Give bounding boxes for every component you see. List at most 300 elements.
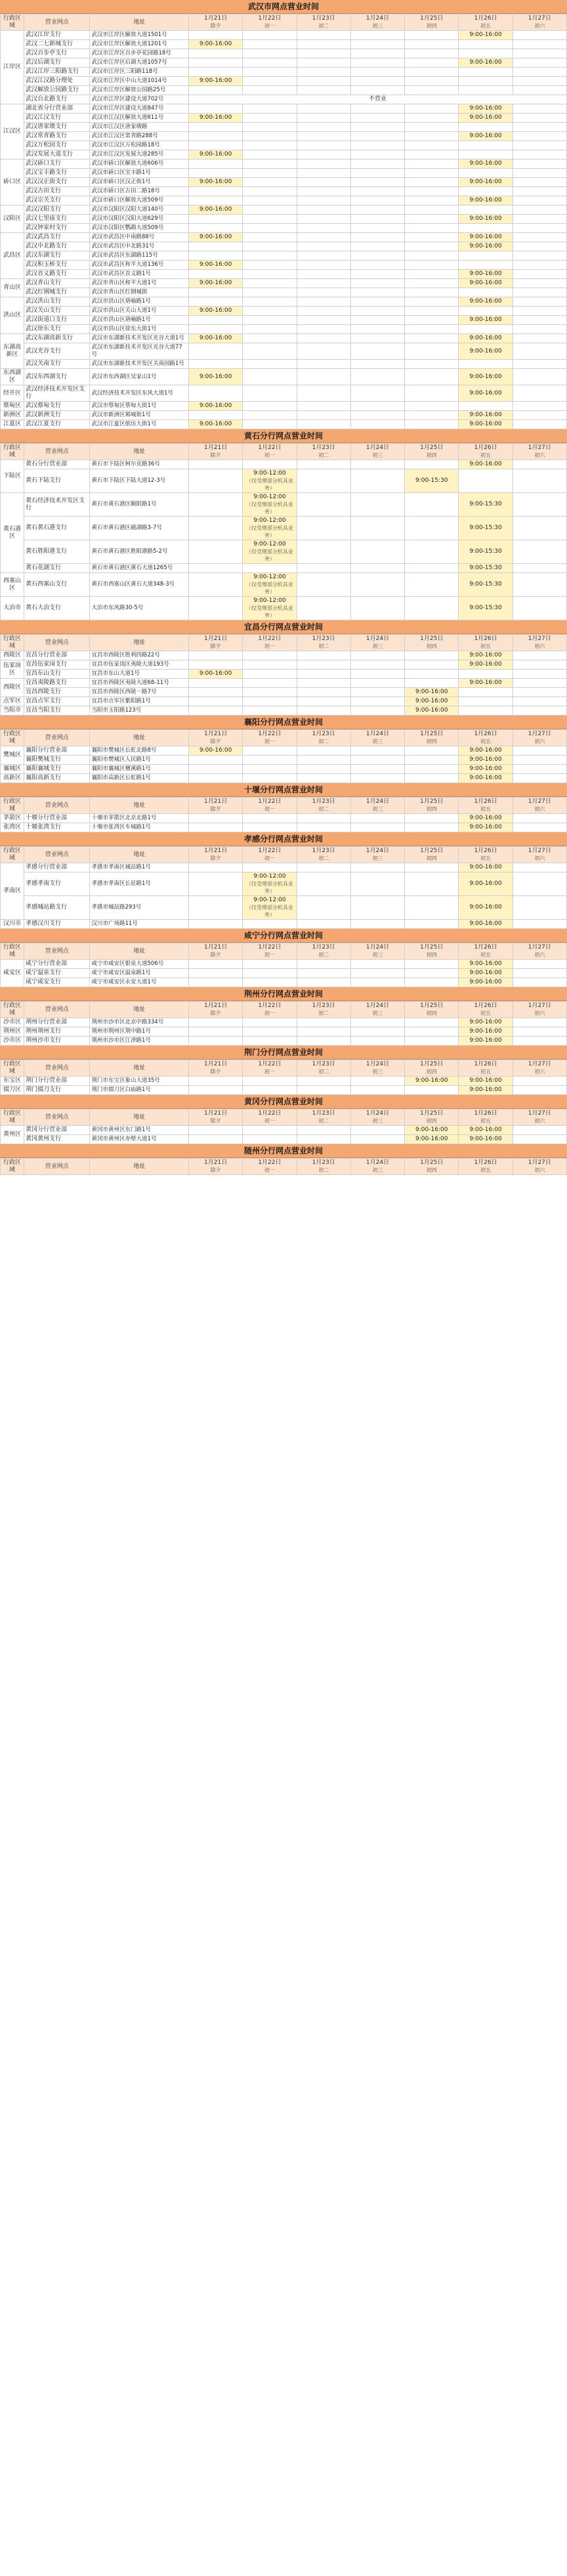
hours-cell [297, 224, 350, 233]
branch-name: 武汉发展大道支行 [24, 150, 90, 160]
branch-name: 武汉钟家村支行 [24, 224, 90, 233]
header-district: 行政区域 [1, 730, 24, 746]
hours-cell [297, 411, 350, 420]
branch-address: 武汉市青山区和平大道1号 [90, 279, 189, 288]
district-cell: 茅箭区 [1, 814, 24, 823]
header-day: 1月26日 初五 [459, 635, 513, 651]
hours-cell: 9:00-16:00 [459, 896, 513, 920]
header-day: 1月25日 初四 [405, 847, 459, 863]
district-cell: 黄石港区 [1, 493, 24, 573]
hours-cell [243, 123, 297, 132]
hours-cell [350, 242, 404, 251]
header-branch: 营业网点 [24, 1159, 90, 1175]
header-day: 1月21日 除夕 [188, 798, 242, 814]
hours-cell: 9:00-16:00 [459, 160, 513, 169]
hours-cell [513, 573, 566, 597]
header-lunar: 初四 [426, 739, 437, 744]
table-row [1, 660, 567, 670]
hours-cell [188, 1018, 242, 1027]
hours-cell [243, 261, 297, 270]
hours-cell [297, 920, 350, 929]
header-day: 1月21日 除夕 [188, 730, 242, 746]
branch-address: 孝感市孝南区城站路1号 [90, 863, 189, 872]
hours-cell [513, 660, 566, 670]
header-lunar: 初三 [372, 643, 383, 649]
hours-cell [297, 493, 350, 517]
district-cell: 沙市区 [1, 1018, 24, 1027]
hours-cell: 9:00-15:30 [459, 517, 513, 540]
hours-cell [297, 242, 350, 251]
branch-address: 武汉市武昌区东湖路115号 [90, 251, 189, 261]
hours-cell [297, 132, 350, 141]
table-row [1, 920, 567, 929]
hours-cell [243, 104, 297, 114]
hours-cell [405, 86, 459, 95]
hours-cell: 9:00-16:00 [459, 178, 513, 187]
hours-cell [513, 242, 566, 251]
header-address: 地址 [90, 1109, 189, 1126]
header-day: 1月23日 初二 [297, 635, 350, 651]
hours-cell [405, 978, 459, 987]
header-day: 1月23日 初二 [297, 1159, 350, 1175]
hours-cell [405, 564, 459, 573]
header-day: 1月24日 初三 [350, 444, 404, 460]
header-lunar: 除夕 [210, 952, 221, 958]
branch-address: 咸宁市咸安区银泉大道506号 [90, 960, 189, 969]
branch-name: 武汉古田支行 [24, 187, 90, 196]
header-day: 1月22日 初一 [243, 635, 297, 651]
hours-cell [188, 564, 242, 573]
branch-address: 襄阳市襄城区檀溪路1号 [90, 765, 189, 774]
hours-cell [297, 233, 350, 242]
branch-name: 武汉江岸支行 [24, 31, 90, 40]
hours-cell [459, 251, 513, 261]
branch-address: 武汉市硚口区解放大道606号 [90, 160, 189, 169]
header-address: 地址 [90, 943, 189, 960]
branch-address: 宜昌市伍家岗区夷陵大道193号 [90, 660, 189, 670]
hours-cell [297, 1027, 350, 1037]
branch-address: 武汉市江岸区建设大道847号 [90, 104, 189, 114]
hours-cell [188, 385, 242, 402]
hours-cell [243, 297, 297, 307]
hours-cell [405, 196, 459, 205]
hours-cell [297, 540, 350, 564]
header-day: 1月24日 初三 [350, 798, 404, 814]
hours-cell [459, 688, 513, 697]
section-title: 孝感分行网点营业时间 [0, 832, 567, 846]
header-branch: 营业网点 [24, 635, 90, 651]
hours-cell: 9:00-16:00 [188, 40, 242, 49]
hours-cell: 9:00-16:00 [188, 746, 242, 756]
hours-cell: 9:00-16:00 [459, 58, 513, 68]
branch-address: 襄阳市樊城区长虹北路8号 [90, 746, 189, 756]
hours-cell: 9:00-16:00 [188, 402, 242, 411]
header-lunar: 初二 [318, 23, 329, 29]
header-day: 1月22日 初一 [243, 14, 297, 31]
hours-cell [405, 123, 459, 132]
hours-cell [350, 460, 404, 469]
hours-cell [243, 411, 297, 420]
hours-cell [459, 123, 513, 132]
header-day: 1月25日 初四 [405, 730, 459, 746]
hours-cell [297, 697, 350, 706]
schedule-table [0, 846, 567, 929]
hours-cell [350, 863, 404, 872]
hours-cell [405, 420, 459, 429]
header-district: 行政区域 [1, 1060, 24, 1077]
hours-cell: 9:00-16:00 [405, 697, 459, 706]
hours-cell [405, 597, 459, 620]
table-row [1, 823, 567, 832]
hours-cell: 9:00-16:00 [405, 1135, 459, 1144]
district-cell: 点军区 [1, 697, 24, 706]
header-lunar: 初一 [264, 1010, 275, 1016]
hours-cell: 9:00-16:00 [188, 178, 242, 187]
branch-name: 武汉徐东支行 [24, 325, 90, 334]
hours-cell [243, 288, 297, 297]
hours-cell [350, 385, 404, 402]
hours-cell [243, 670, 297, 679]
hours-cell [297, 297, 350, 307]
hours-cell [513, 1077, 566, 1086]
hours-cell [405, 765, 459, 774]
hours-cell [350, 670, 404, 679]
hours-cell [405, 224, 459, 233]
hours-cell [350, 814, 404, 823]
table-row [1, 58, 567, 68]
hours-cell: 9:00-16:00 [459, 279, 513, 288]
hours-cell [188, 651, 242, 660]
hours-cell [188, 896, 242, 920]
header-lunar: 初四 [426, 952, 437, 958]
table-row [1, 1077, 567, 1086]
header-lunar: 初六 [534, 855, 545, 861]
hours-cell [350, 150, 404, 160]
hours-cell [243, 697, 297, 706]
hours-note: （仅受理部分机具业务） [245, 881, 293, 894]
hours-cell [459, 469, 513, 493]
header-lunar: 初四 [426, 452, 437, 458]
hours-cell: 9:00-16:00 [459, 196, 513, 205]
header-lunar: 除夕 [210, 643, 221, 649]
hours-cell: 9:00-16:00 [188, 150, 242, 160]
branch-name: 武汉东湖支行 [24, 251, 90, 261]
table-row [1, 114, 567, 123]
hours-cell [297, 573, 350, 597]
district-cell: 蔡甸区 [1, 402, 24, 411]
hours-cell [513, 169, 566, 178]
hours-cell [243, 920, 297, 929]
hours-cell [513, 307, 566, 316]
hours-cell [350, 49, 404, 58]
hours-cell [405, 969, 459, 978]
district-cell: 汉阳区 [1, 205, 24, 233]
table-row [1, 411, 567, 420]
table-row [1, 316, 567, 325]
hours-cell [405, 540, 459, 564]
hours-cell: 9:00-15:30 [459, 493, 513, 517]
table-row [1, 863, 567, 872]
hours-cell [243, 960, 297, 969]
hours-cell [188, 343, 242, 360]
hours-cell [188, 49, 242, 58]
branch-name: 武汉青山支行 [24, 279, 90, 288]
hours-cell [297, 823, 350, 832]
hours-cell [405, 774, 459, 783]
hours-cell [243, 68, 297, 77]
district-cell: 孝南区 [1, 863, 24, 920]
header-branch: 营业网点 [24, 943, 90, 960]
hours-cell [405, 679, 459, 688]
branch-address: 武汉市江岸区解放大道1201号 [90, 40, 189, 49]
branch-address: 大冶市东风路30-5号 [90, 597, 189, 620]
hours-cell: 9:00-12:00 （仅受理部分机具业务） [243, 469, 297, 493]
hours-cell [243, 205, 297, 215]
branch-name: 黄石经济技术开发区支行 [24, 493, 90, 517]
branch-address: 武汉市洪山区徐东大街1号 [90, 325, 189, 334]
hours-cell [405, 270, 459, 279]
hours-cell [513, 896, 566, 920]
header-lunar: 初二 [318, 643, 329, 649]
table-row [1, 261, 567, 270]
hours-cell [350, 756, 404, 765]
hours-cell [513, 369, 566, 385]
header-lunar: 除夕 [210, 1167, 221, 1173]
hours-cell [513, 297, 566, 307]
hours-cell [243, 334, 297, 343]
header-lunar: 初二 [318, 1118, 329, 1124]
hours-cell [297, 58, 350, 68]
table-row [1, 420, 567, 429]
header-lunar: 初二 [318, 1069, 329, 1075]
branch-name: 襄阳襄城支行 [24, 765, 90, 774]
header-lunar: 除夕 [210, 452, 221, 458]
district-cell: 大冶市 [1, 597, 24, 620]
hours-cell [243, 1037, 297, 1046]
hours-cell [350, 215, 404, 224]
hours-cell [243, 1126, 297, 1135]
hours-cell: 9:00-16:00 [459, 215, 513, 224]
hours-cell [350, 86, 404, 95]
branch-name: 襄阳分行营业部 [24, 746, 90, 756]
hours-cell [243, 114, 297, 123]
hours-cell [513, 334, 566, 343]
hours-cell [188, 411, 242, 420]
branch-address: 武汉市洪山区珞喻路1号 [90, 297, 189, 307]
hours-cell [188, 104, 242, 114]
hours-cell [459, 205, 513, 215]
hours-cell [297, 688, 350, 697]
hours-cell [513, 360, 566, 369]
hours-cell [405, 297, 459, 307]
header-lunar: 初四 [426, 23, 437, 29]
schedule-table [0, 14, 567, 429]
section-title: 随州分行网点营业时间 [0, 1144, 567, 1158]
hours-cell [350, 1027, 404, 1037]
hours-cell [405, 68, 459, 77]
branch-address: 武汉市汉阳区汉阳大道140号 [90, 205, 189, 215]
section-title: 十堰分行网点营业时间 [0, 783, 567, 797]
hours-cell [405, 316, 459, 325]
hours-cell: 9:00-16:00 [459, 411, 513, 420]
branch-address: 武汉市江岸区建设大道702号 [90, 95, 189, 104]
section-title: 黄冈分行网点营业时间 [0, 1095, 567, 1109]
hours-cell [459, 68, 513, 77]
header-lunar: 除夕 [210, 739, 221, 744]
hours-cell [297, 385, 350, 402]
header-address: 地址 [90, 635, 189, 651]
hours-cell [297, 420, 350, 429]
hours-cell [459, 360, 513, 369]
hours-cell [405, 150, 459, 160]
district-cell: 黄州区 [1, 1126, 24, 1144]
branch-name: 武汉江汉支行 [24, 114, 90, 123]
hours-cell [513, 597, 566, 620]
district-cell: 张湾区 [1, 823, 24, 832]
hours-cell: 9:00-16:00 [459, 369, 513, 385]
hours-cell [297, 251, 350, 261]
header-lunar: 初三 [372, 1167, 383, 1173]
branch-name: 武汉经济技术开发区支行 [24, 385, 90, 402]
hours-cell [513, 215, 566, 224]
header-lunar: 初二 [318, 1010, 329, 1016]
hours-cell [513, 68, 566, 77]
hours-cell [243, 402, 297, 411]
hours-cell [350, 187, 404, 196]
hours-cell [243, 688, 297, 697]
hours-cell [405, 1037, 459, 1046]
hours-cell [405, 814, 459, 823]
hours-cell [297, 49, 350, 58]
branch-address: 武汉市江岸区中山大道1014号 [90, 77, 189, 86]
hours-cell [513, 385, 566, 402]
hours-cell [297, 1135, 350, 1144]
hours-cell: 9:00-16:00 [188, 420, 242, 429]
hours-cell [297, 114, 350, 123]
hours-cell [513, 141, 566, 150]
branch-address: 武汉市青山区红钢城街 [90, 288, 189, 297]
header-day: 1月24日 初三 [350, 14, 404, 31]
hours-cell [405, 169, 459, 178]
hours-cell [513, 205, 566, 215]
table-row [1, 493, 567, 517]
header-day: 1月23日 初二 [297, 14, 350, 31]
hours-cell [297, 316, 350, 325]
branch-name: 武汉宗关支行 [24, 196, 90, 205]
hours-cell [459, 402, 513, 411]
header-day: 1月23日 初二 [297, 798, 350, 814]
hours-cell [243, 307, 297, 316]
hours-cell [513, 343, 566, 360]
hours-cell: 9:00-15:30 [459, 564, 513, 573]
branch-name: 宜昌分行营业部 [24, 651, 90, 660]
hours-cell [350, 205, 404, 215]
hours-cell [297, 460, 350, 469]
header-day: 1月22日 初一 [243, 943, 297, 960]
branch-name: 武汉解放公园路支行 [24, 86, 90, 95]
branch-address: 武汉市汉阳区鹦鹉大道509号 [90, 224, 189, 233]
branch-name: 襄阳樊城支行 [24, 756, 90, 765]
hours-cell: 9:00-12:00 （仅受理部分机具业务） [243, 896, 297, 920]
hours-cell [297, 68, 350, 77]
hours-cell [297, 597, 350, 620]
district-cell: 沙市区 [1, 1037, 24, 1046]
table-row [1, 360, 567, 369]
table-row [1, 564, 567, 573]
hours-cell [188, 325, 242, 334]
hours-cell [188, 160, 242, 169]
branch-address: 武汉市江岸区解放公园路25号 [90, 86, 189, 95]
hours-cell [297, 104, 350, 114]
hours-cell: 9:00-16:00 [188, 261, 242, 270]
branch-name: 宜昌西陵支行 [24, 688, 90, 697]
table-row [1, 334, 567, 343]
branch-address: 宜昌市西陵区夷陵大道68-11号 [90, 679, 189, 688]
district-cell: 高新区 [1, 774, 24, 783]
header-district: 行政区域 [1, 444, 24, 460]
hours-cell [243, 187, 297, 196]
header-day: 1月25日 初四 [405, 14, 459, 31]
hours-cell [405, 1018, 459, 1027]
table-row [1, 325, 567, 334]
hours-cell: 9:00-12:00 （仅受理部分机具业务） [243, 573, 297, 597]
hours-cell [350, 872, 404, 896]
branch-address: 武汉市东西湖区吴家山1号 [90, 369, 189, 385]
header-lunar: 初二 [318, 806, 329, 812]
hours-cell [297, 160, 350, 169]
hours-cell [297, 205, 350, 215]
branch-address: 十堰市张湾区车城路1号 [90, 823, 189, 832]
branch-name: 武汉唐家墩支行 [24, 123, 90, 132]
header-lunar: 初一 [264, 1069, 275, 1075]
hours-cell [188, 573, 242, 597]
district-cell: 襄城区 [1, 765, 24, 774]
hours-cell [297, 334, 350, 343]
hours-cell [405, 1027, 459, 1037]
hours-cell: 9:00-16:00 [459, 297, 513, 307]
hours-cell [405, 40, 459, 49]
hours-cell: 不营业 [188, 95, 566, 104]
hours-cell [188, 517, 242, 540]
hours-cell [297, 679, 350, 688]
hours-cell [188, 270, 242, 279]
district-cell: 新洲区 [1, 411, 24, 420]
hours-cell [243, 325, 297, 334]
branch-address: 武汉市江汉区唐家墩路 [90, 123, 189, 132]
hours-cell [297, 863, 350, 872]
table-row [1, 540, 567, 564]
hours-cell [350, 540, 404, 564]
table-row [1, 756, 567, 765]
table-row [1, 297, 567, 307]
hours-cell [350, 420, 404, 429]
hours-cell [405, 307, 459, 316]
section-title: 武汉市网点营业时间 [0, 0, 567, 14]
branch-name: 黄石花湖支行 [24, 564, 90, 573]
branch-address: 武汉市江汉区发展大道285号 [90, 150, 189, 160]
hours-cell: 9:00-16:00 [405, 1077, 459, 1086]
hours-cell [297, 746, 350, 756]
hours-cell: 9:00-16:00 [459, 242, 513, 251]
hours-cell [350, 920, 404, 929]
hours-cell [350, 896, 404, 920]
hours-cell [513, 178, 566, 187]
hours-cell: 9:00-12:00 （仅受理部分机具业务） [243, 517, 297, 540]
table-row [1, 86, 567, 95]
hours-cell: 9:00-16:00 [459, 756, 513, 765]
hours-cell [297, 660, 350, 670]
header-lunar: 初三 [372, 855, 383, 861]
